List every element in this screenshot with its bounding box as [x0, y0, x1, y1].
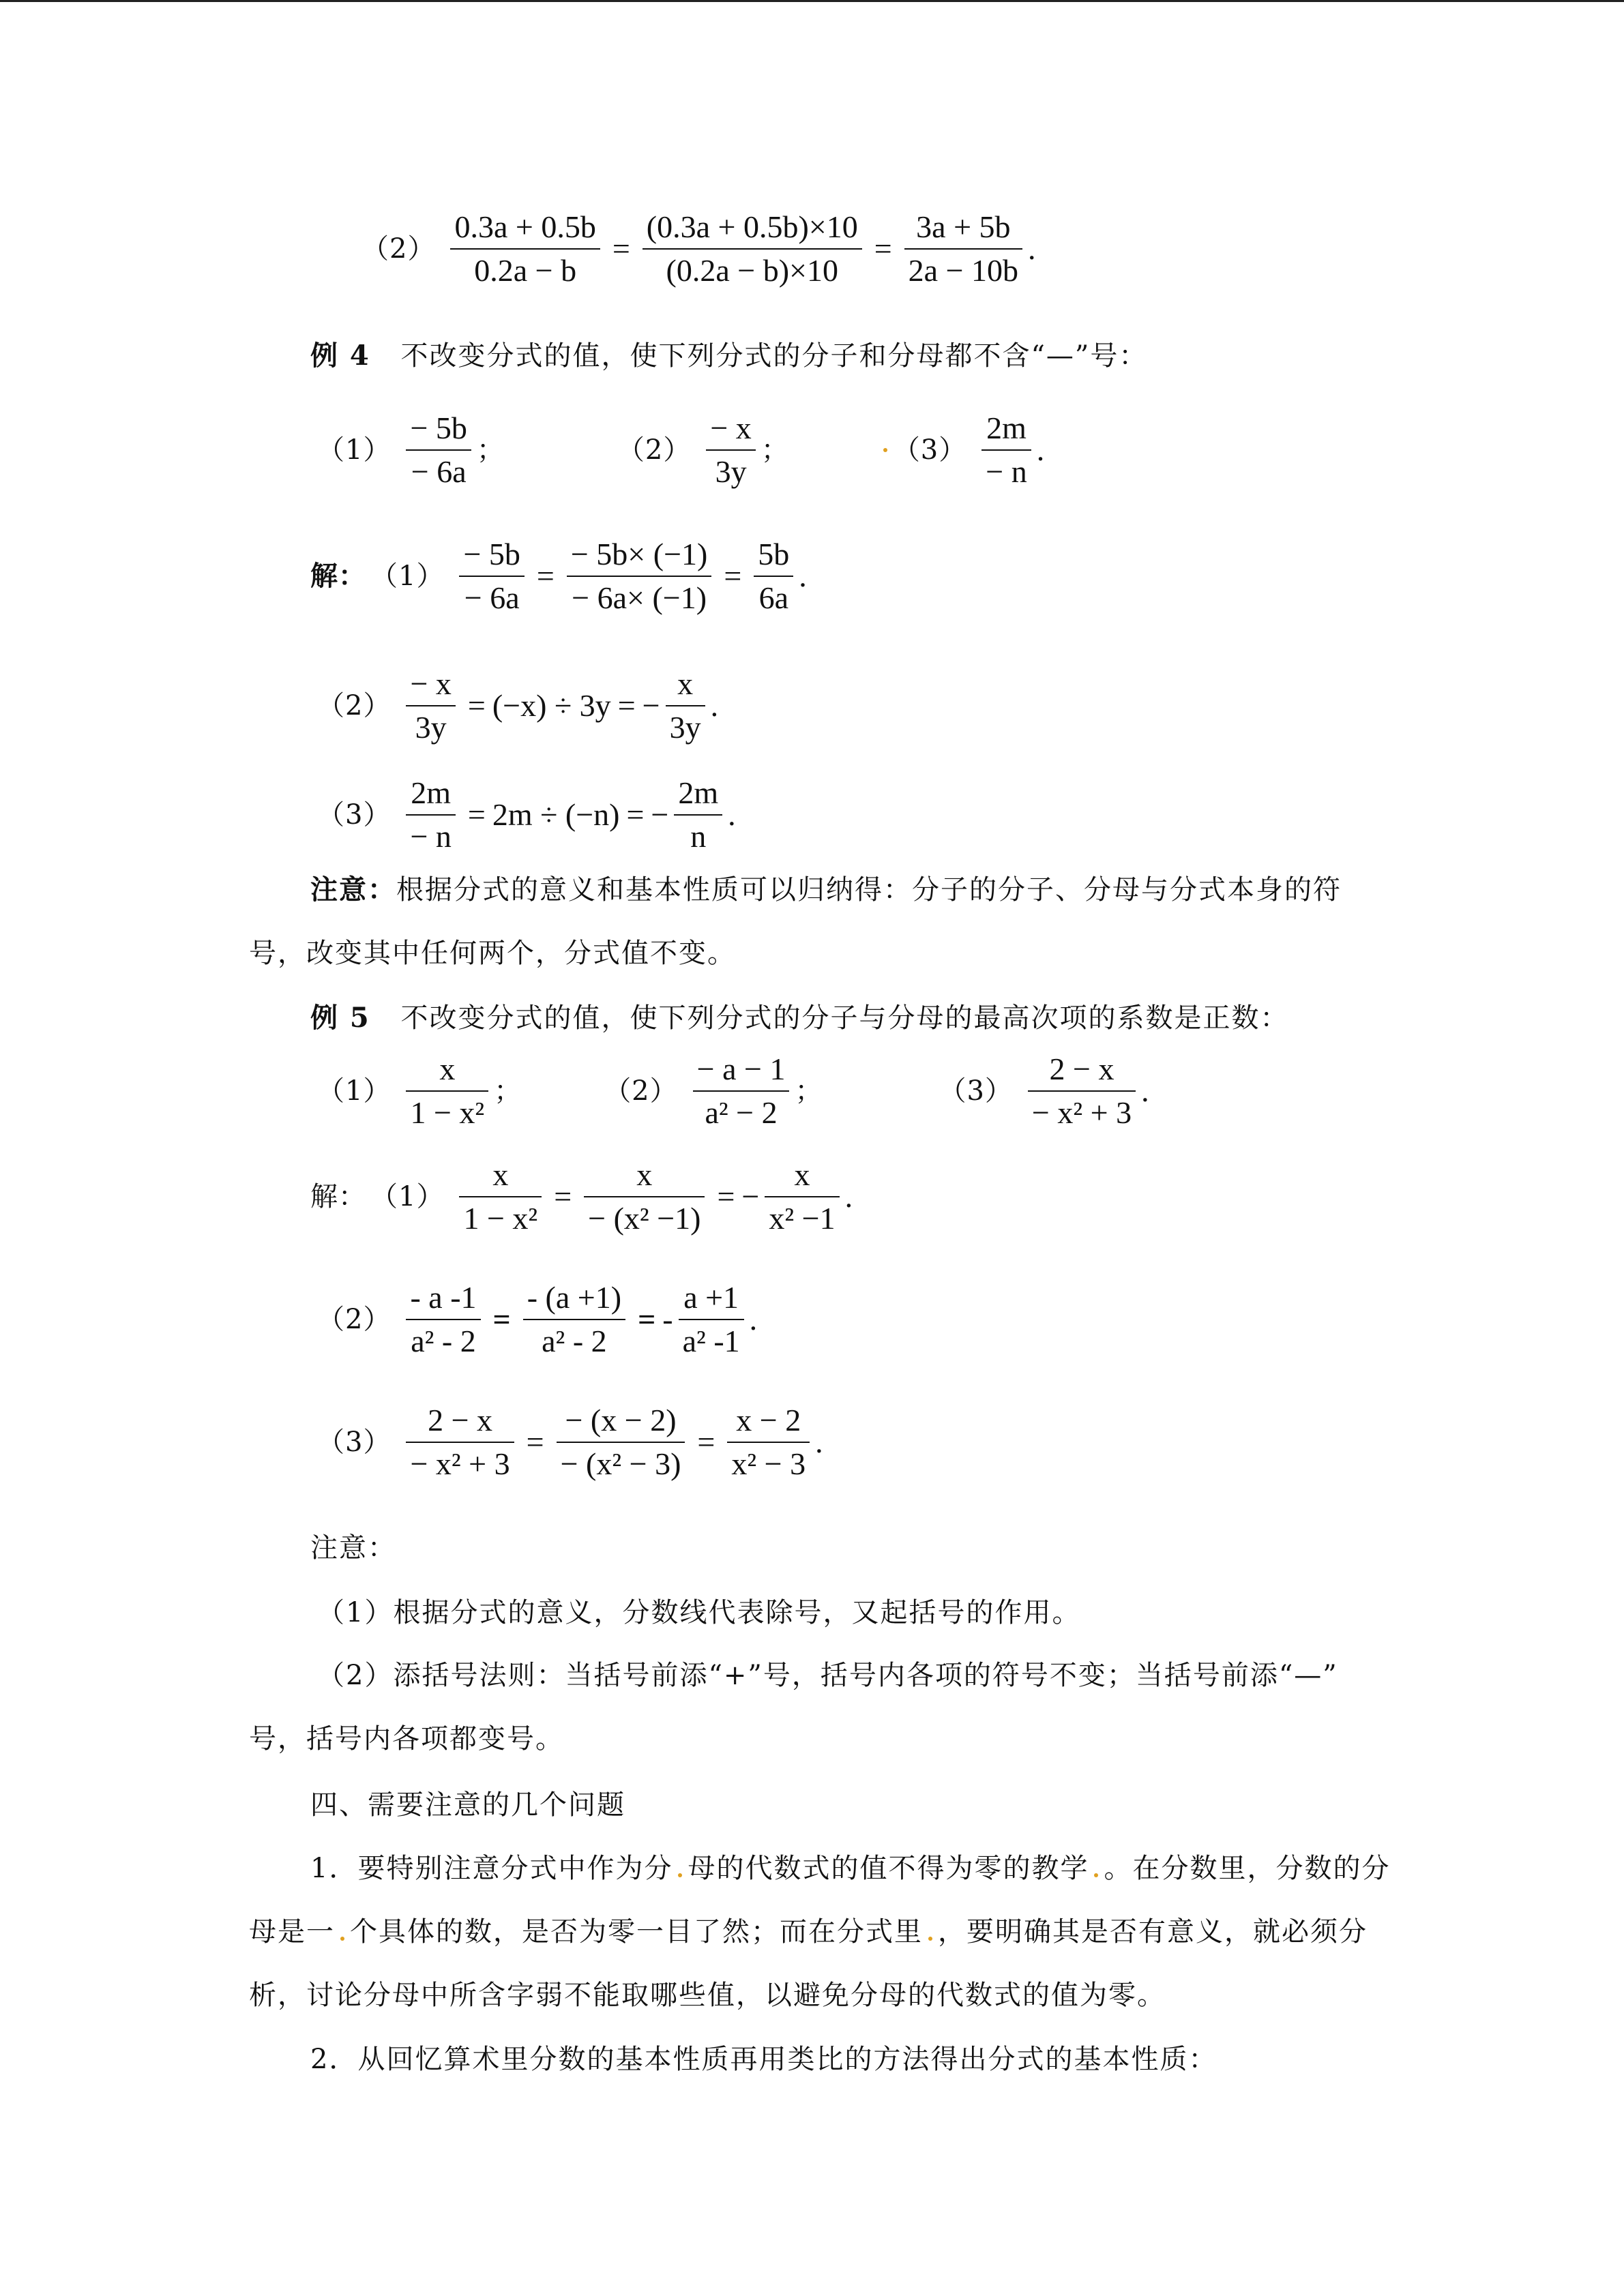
equals-sign: =: [536, 558, 555, 593]
ex4-prompt: [310, 342, 1147, 370]
note2-item2-line2: 号，括号内各项都变号。: [249, 1723, 564, 1755]
period: .: [710, 688, 719, 723]
fraction: [557, 1405, 685, 1480]
ex4-label: 例 4: [310, 340, 370, 372]
text-run: ，要明确其是否有意义，就必须分: [938, 1916, 1368, 1948]
numerator: x: [677, 666, 694, 701]
fraction: [643, 211, 862, 286]
item-label: （1）: [317, 1075, 392, 1107]
separator: ；: [476, 434, 505, 466]
denominator: 1 − x²: [410, 1095, 485, 1130]
denominator: − 6a× (−1): [572, 580, 707, 615]
text-run: 母是一: [249, 1916, 335, 1948]
section4-p1-line3: 析，讨论分母中所含字弱不能取哪些值，以避免分母的代数式的值为零。: [249, 1980, 1166, 2011]
item-label: （3）: [317, 1427, 392, 1458]
section4-heading: 四、需要注意的几个问题: [310, 1789, 625, 1821]
fraction: [459, 539, 524, 614]
orange-dot-mark: [1094, 1873, 1098, 1877]
minus-sign: −: [741, 1179, 760, 1214]
item-label: （3）: [317, 799, 392, 831]
note1-line1: [310, 876, 1342, 904]
denominator: n: [690, 819, 707, 854]
denominator: − x² + 3: [410, 1446, 510, 1481]
equation: [445, 211, 1035, 286]
fraction: [406, 668, 455, 743]
numerator: 3a + 5b: [916, 209, 1011, 244]
denominator: 1 − x²: [463, 1201, 538, 1236]
denominator: a² -1: [682, 1324, 740, 1358]
numerator: x: [794, 1157, 810, 1192]
text-run: 1．要特别注意分式中作为分: [310, 1853, 673, 1884]
note2-item1: （1）根据分式的意义，分数线代表除号，又起括号的作用。: [317, 1597, 1081, 1628]
denominator: − n: [410, 819, 452, 854]
ex4-items: [317, 413, 1044, 488]
numerator: 2 − x: [428, 1403, 493, 1437]
numerator: - a -1: [410, 1280, 477, 1315]
orange-dot-mark: [883, 448, 887, 452]
ex4-solution-3: [317, 777, 736, 852]
fraction: [666, 668, 705, 743]
equals-sign: =: [554, 1179, 572, 1214]
fraction: [904, 211, 1022, 286]
denominator: 6a: [758, 580, 788, 615]
text-run: 个具体的数，是否为零一目了然；而在分式里: [350, 1916, 923, 1948]
item-label: （1）: [370, 1181, 445, 1212]
denominator: − n: [986, 454, 1027, 489]
period: .: [1036, 432, 1045, 467]
numerator: a +1: [683, 1280, 739, 1315]
equals-sign: =: [626, 797, 645, 832]
denominator: 3y: [415, 710, 447, 745]
numerator: − 5b: [463, 537, 520, 571]
period: .: [844, 1179, 853, 1214]
solution-label: 解：: [310, 1181, 366, 1212]
ex5-solution-2: [317, 1282, 757, 1357]
ex5-solution-3: [317, 1405, 823, 1480]
ex4-prompt-text: 不改变分式的值，使下列分式的分子和分母都不含“—”号：: [400, 340, 1148, 372]
equals-sign: =: [874, 231, 892, 266]
fraction: [523, 1282, 625, 1357]
numerator: 0.3a + 0.5b: [454, 209, 596, 244]
fraction: [693, 1054, 790, 1129]
numerator: − x: [710, 411, 752, 445]
fraction: [406, 1054, 488, 1129]
denominator: a² − 2: [705, 1095, 778, 1130]
minus-sign: −: [642, 688, 660, 723]
fraction: [406, 1282, 480, 1357]
note-label: 注意：: [310, 874, 396, 906]
separator: ；: [761, 434, 789, 466]
numerator: − x: [410, 666, 452, 701]
item-label: （2）: [317, 1304, 392, 1335]
denominator: 0.2a − b: [474, 253, 577, 288]
equals-sign: =: [467, 797, 486, 832]
equation: [400, 1282, 757, 1357]
fraction: [1028, 1054, 1136, 1129]
denominator: x² −1: [769, 1201, 836, 1236]
equation: [454, 539, 806, 614]
expression: (−x) ÷ 3y: [492, 688, 611, 723]
section4-p1-line2: [249, 1916, 1368, 1948]
period: .: [728, 797, 736, 832]
numerator: 2m: [411, 775, 452, 810]
equals-sign: =: [612, 231, 630, 266]
equals-sign: =: [724, 558, 742, 593]
period: .: [815, 1425, 823, 1459]
fraction: [754, 539, 793, 614]
denominator: 2a − 10b: [908, 253, 1019, 288]
numerator: − 5b× (−1): [570, 537, 708, 571]
equation: [454, 1159, 853, 1234]
orange-dot-mark: [678, 1873, 682, 1877]
item-label: （2）: [604, 1075, 678, 1107]
period: .: [1141, 1073, 1149, 1108]
denominator: − (x² −1): [588, 1201, 701, 1236]
equals-sign: =: [717, 1179, 735, 1214]
ex4-solution-1: [310, 539, 807, 614]
minus-sign: -: [662, 1302, 673, 1337]
equals-sign: =: [492, 1302, 511, 1337]
denominator: − (x² − 3): [560, 1446, 681, 1481]
item-label: （1）: [317, 434, 392, 466]
numerator: - (a +1): [527, 1280, 622, 1315]
equation: [400, 777, 735, 852]
equation: [400, 1405, 823, 1480]
section4-p1-line1: [310, 1855, 1390, 1882]
equals-sign: =: [697, 1425, 715, 1459]
ex5-prompt: [310, 1004, 1288, 1032]
item-label: （2）: [617, 434, 692, 466]
numerator: 5b: [758, 537, 790, 571]
fraction: [567, 539, 711, 614]
note-text: 根据分式的意义和基本性质可以归纳得：分子的分子、分母与分式本身的符: [396, 874, 1342, 906]
fraction: [679, 1282, 744, 1357]
numerator: x: [492, 1157, 509, 1192]
numerator: x: [636, 1157, 653, 1192]
period: .: [1028, 231, 1036, 266]
equals-sign: =: [526, 1425, 544, 1459]
ex5-prompt-text: 不改变分式的值，使下列分式的分子与分母的最高次项的系数是正数：: [400, 1002, 1289, 1034]
denominator: a² - 2: [542, 1324, 607, 1358]
denominator: − 6a: [411, 454, 467, 489]
fraction: [459, 1159, 542, 1234]
fraction: [406, 1405, 514, 1480]
separator: ；: [795, 1075, 823, 1107]
equals-sign: =: [617, 688, 636, 723]
text-run: 母的代数式的值不得为零的教学: [688, 1853, 1089, 1884]
ex3-equation-2: [361, 211, 1036, 286]
section4-p2: 2．从回忆算术里分数的基本性质再用类比的方法得出分式的基本性质：: [310, 2044, 1217, 2075]
numerator: x: [439, 1052, 456, 1086]
fraction: [406, 413, 471, 488]
ex5-solution-1: [310, 1159, 853, 1234]
item-label: （2）: [317, 690, 392, 721]
denominator: 3y: [669, 710, 701, 745]
solution-label: 解：: [310, 560, 366, 592]
note2-label: 注意：: [310, 1532, 396, 1564]
numerator: (0.3a + 0.5b)×10: [646, 209, 858, 244]
item-label: （1）: [370, 561, 445, 592]
text-run: 。在分数里，分数的分: [1104, 1853, 1391, 1884]
expression: 2m ÷ (−n): [492, 797, 620, 832]
denominator: − 6a: [464, 580, 520, 615]
numerator: 2m: [678, 775, 719, 810]
numerator: x − 2: [736, 1403, 801, 1437]
denominator: a² - 2: [411, 1324, 476, 1358]
item-label: （2）: [361, 233, 436, 265]
fraction: [981, 413, 1031, 488]
item-label: （3）: [892, 434, 967, 466]
period: .: [749, 1302, 758, 1337]
equals-sign: =: [638, 1302, 656, 1337]
note2-item2-line1: （2）添括号法则：当括号前添“+”号，括号内各项的符号不变；当括号前添“—”: [317, 1660, 1338, 1691]
numerator: 2m: [986, 411, 1027, 445]
denominator: − x² + 3: [1031, 1095, 1132, 1130]
fraction: [765, 1159, 839, 1234]
numerator: − 5b: [410, 411, 467, 445]
denominator: 3y: [715, 454, 747, 489]
item-label: （3）: [939, 1075, 1013, 1107]
numerator: − (x − 2): [565, 1403, 677, 1437]
minus-sign: −: [651, 797, 669, 832]
ex4-solution-2: [317, 668, 718, 743]
ex5-items: [317, 1054, 1149, 1129]
fraction: [450, 211, 600, 286]
equals-sign: =: [467, 688, 486, 723]
fraction: [727, 1405, 810, 1480]
orange-dot-mark: [928, 1937, 932, 1941]
fraction: [706, 413, 755, 488]
period: .: [799, 558, 807, 593]
fraction: [674, 777, 722, 852]
note1-line2: 号，改变其中任何两个，分式值不变。: [249, 938, 736, 969]
orange-dot-mark: [340, 1937, 344, 1941]
separator: ；: [494, 1075, 522, 1107]
denominator: x² − 3: [731, 1446, 806, 1481]
denominator: (0.2a − b)×10: [666, 253, 838, 288]
ex5-label: 例 5: [310, 1002, 370, 1034]
numerator: 2 − x: [1049, 1052, 1114, 1086]
fraction: [584, 1159, 705, 1234]
equation: [400, 668, 718, 743]
numerator: − a − 1: [696, 1052, 786, 1086]
fraction: [406, 777, 455, 852]
